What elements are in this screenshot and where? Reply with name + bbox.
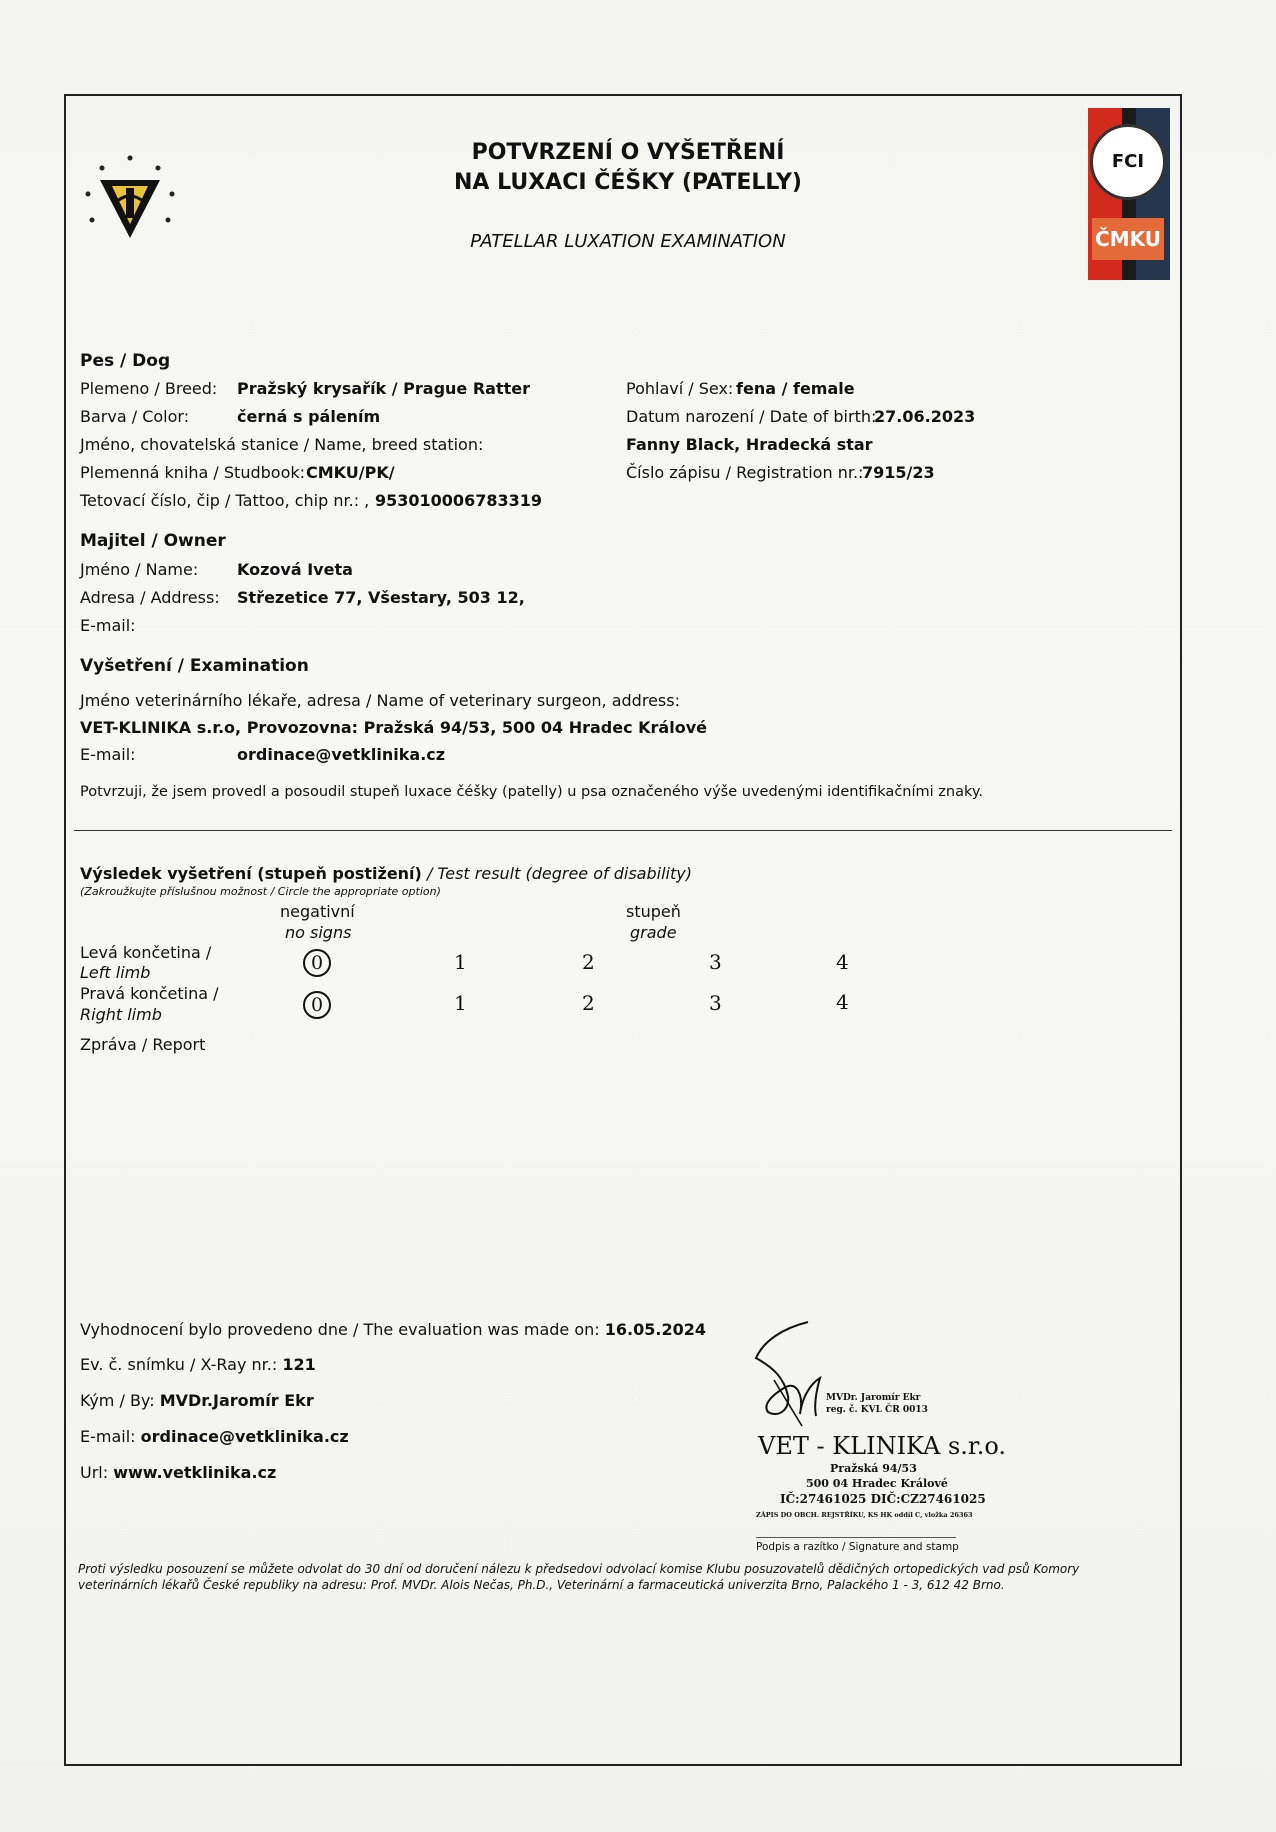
xray-value: 121 (282, 1355, 316, 1374)
stamp-city: 500 04 Hradec Králové (806, 1477, 948, 1490)
report-label: Zpráva / Report (80, 1035, 206, 1054)
exam-email-value: ordinace@vetklinika.cz (237, 745, 446, 764)
right-grade-1[interactable]: 1 (454, 991, 467, 1015)
xray-line (80, 1355, 316, 1374)
registration-value: 7915/23 (862, 463, 935, 482)
registration-label: Číslo zápisu / Registration nr.: (626, 463, 864, 482)
left-limb-label-cz: Levá končetina / (80, 943, 212, 962)
veterinary-chamber-seal-logo (80, 150, 180, 250)
left-grade-1[interactable]: 1 (454, 950, 467, 974)
sex-value: fena / female (736, 379, 855, 398)
owner-address-label: Adresa / Address: (80, 588, 220, 607)
cmku-emblem: ČMKU (1092, 218, 1164, 260)
owner-name-label: Jméno / Name: (80, 560, 199, 579)
section-divider (74, 830, 1172, 831)
tattoo-value: 953010006783319 (375, 491, 542, 510)
left-grade-0-circled[interactable]: 0 (303, 949, 331, 977)
color-value: černá s pálením (237, 407, 381, 426)
by-line (80, 1391, 314, 1410)
owner-address-value: Střezetice 77, Všestary, 503 12, (237, 588, 525, 607)
left-limb-label-en: Left limb (80, 963, 151, 982)
owner-name-value: Kozová Iveta (237, 560, 353, 579)
fci-emblem: FCI (1090, 124, 1166, 200)
result-heading-line (80, 864, 692, 883)
evaluation-date-line (80, 1320, 706, 1339)
xray-label: Ev. č. snímku / X-Ray nr.: (80, 1355, 278, 1374)
result-heading: Výsledek vyšetření (stupeň postižení) (80, 864, 422, 883)
breed-value: Pražský krysařík / Prague Ratter (237, 379, 531, 398)
result-heading-en: / Test result (degree of disability) (426, 864, 692, 883)
fci-cmku-logo (1088, 108, 1170, 280)
tattoo-label: Tetovací číslo, čip / Tattoo, chip nr.: , (80, 491, 370, 510)
stupen-label: stupeň (626, 902, 681, 921)
title-line-2: NA LUXACI ČÉŠKY (PATELLY) (454, 170, 802, 195)
left-grade-4[interactable]: 4 (836, 950, 849, 974)
by-label: Kým / By: (80, 1391, 155, 1410)
evaluation-date-value: 16.05.2024 (604, 1320, 706, 1339)
sex-label: Pohlaví / Sex: (626, 379, 734, 398)
no-signs-label: no signs (285, 923, 352, 942)
appeal-notice: Proti výsledku posouzení se můžete odvolat do 30 dní od doručení nálezu k předsedovi odvolací komise Klubu posuzovatelů dědičných ortopedických vad psů Komory veterinárních lékařů České republiky na adresu: Prof. MVDr. Alois Nečas, Ph.D., Veterinární a farmaceutická univerzita Brno, Palackého 1 - 3, 612 42 Brno. (78, 1562, 1080, 1592)
left-grade-2[interactable]: 2 (582, 950, 595, 974)
dog-name-value: Fanny Black, Hradecká star (626, 435, 873, 454)
owner-email-label: E-mail: (80, 616, 136, 635)
evaluation-email-value: ordinace@vetklinika.cz (140, 1427, 349, 1446)
studbook-value: CMKU/PK/ (306, 463, 395, 482)
stamp-vet-name: MVDr. Jaromír Ekr (826, 1393, 921, 1403)
by-value: MVDr.Jaromír Ekr (159, 1391, 314, 1410)
stamp-street: Pražská 94/53 (830, 1462, 917, 1475)
grade-label: grade (630, 923, 677, 942)
stamp-registry: ZÁPIS DO OBCH. REJSTŘÍKU, KS HK oddíl C, vložka 26363 (756, 1511, 973, 1519)
right-grade-2[interactable]: 2 (582, 991, 595, 1015)
confirmation-statement: Potvrzuji, že jsem provedl a posoudil stupeň luxace čéšky (patelly) u psa označeného výše uvedenými identifikačními znaky. (80, 784, 983, 800)
result-hint: (Zakroužkujte příslušnou možnost / Circle the appropriate option) (80, 885, 441, 898)
color-label: Barva / Color: (80, 407, 190, 426)
studbook-label: Plemenná kniha / Studbook: (80, 463, 306, 482)
title-line-1: POTVRZENÍ O VYŠETŘENÍ (471, 140, 785, 165)
stamp-vet-reg: reg. č. KVL ČR 0013 (826, 1405, 928, 1415)
signature-caption: Podpis a razítko / Signature and stamp (756, 1541, 959, 1553)
dob-value: 27.06.2023 (874, 407, 976, 426)
left-grade-3[interactable]: 3 (709, 950, 722, 974)
section-owner: Majitel / Owner (80, 531, 226, 551)
vet-value: VET-KLINIKA s.r.o, Provozovna: Pražská 94/53, 500 04 Hradec Králové (80, 718, 707, 737)
vet-label: Jméno veterinárního lékaře, adresa / Name of veterinary surgeon, address: (80, 691, 680, 710)
signature-line (756, 1537, 956, 1538)
right-grade-4[interactable]: 4 (836, 990, 849, 1014)
section-examination: Vyšetření / Examination (80, 656, 309, 676)
right-grade-0-circled[interactable]: 0 (303, 991, 331, 1019)
right-limb-label-cz: Pravá končetina / (80, 984, 219, 1003)
section-dog: Pes / Dog (80, 351, 171, 371)
url-label: Url: (80, 1463, 109, 1482)
right-grade-3[interactable]: 3 (709, 991, 722, 1015)
url-line (80, 1463, 276, 1482)
evaluation-email-line (80, 1427, 349, 1446)
evaluation-email-label: E-mail: (80, 1427, 136, 1446)
negative-label: negativní (280, 902, 355, 921)
right-limb-label-en: Right limb (80, 1005, 162, 1024)
stamp-ids: IČ:27461025 DIČ:CZ27461025 (780, 1492, 986, 1506)
dob-label: Datum narození / Date of birth: (626, 407, 877, 426)
url-value: www.vetklinika.cz (113, 1463, 277, 1482)
breed-label: Plemeno / Breed: (80, 379, 218, 398)
exam-email-label: E-mail: (80, 745, 136, 764)
document-border (64, 94, 1182, 1766)
stamp-company: VET - KLINIKA s.r.o. (758, 1432, 1007, 1460)
evaluation-date-label: Vyhodnocení bylo provedeno dne / The evaluation was made on: (80, 1320, 600, 1339)
name-label: Jméno, chovatelská stanice / Name, breed station: (80, 435, 484, 454)
subtitle: PATELLAR LUXATION EXAMINATION (470, 231, 786, 252)
